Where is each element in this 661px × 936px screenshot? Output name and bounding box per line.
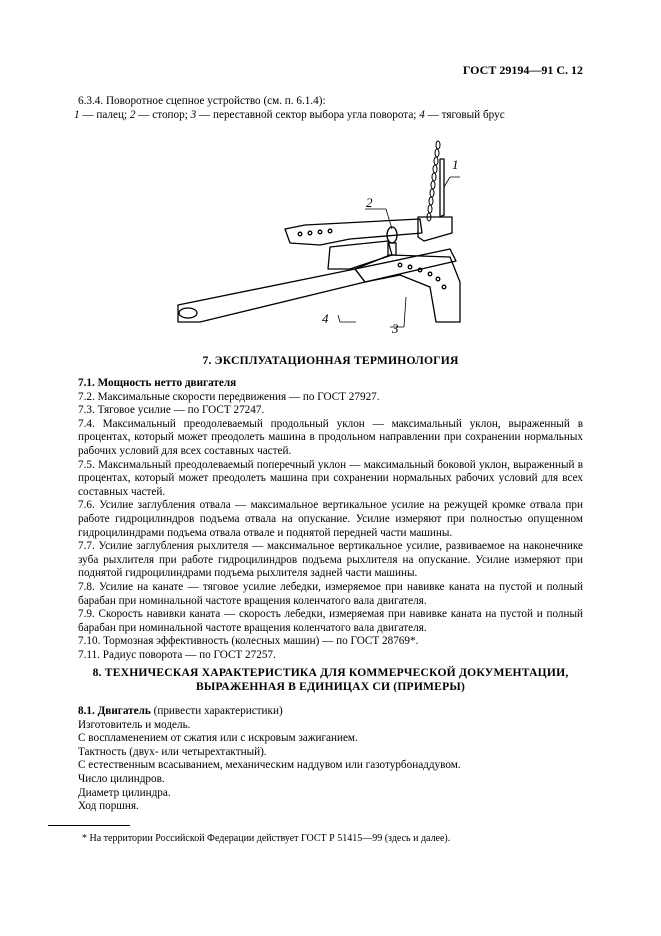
- label-2: 2: [366, 195, 373, 210]
- label-3: 3: [392, 321, 399, 336]
- p76: 7.6. Усилие заглубления отвала — максимальное вертикальное усилие на режущей кромке отвала при работе гидроцилиндров подъема отвала на опускание. Усилие измеряют при полностью опущенном гидроцилиндрами подъема отвала отвале и поднятой передней части машины.: [78, 499, 583, 539]
- list-item: С естественным всасыванием, механическим наддувом или газотурбонаддувом.: [78, 759, 461, 772]
- p77: 7.7. Усилие заглубления рыхлителя — максимальное вертикальное усилие, развиваемое на наконечнике зуба рыхлителя при работе гидроцилиндров подъема рыхлителя на опускание. Усилие измеряют при поднятой гидроцилиндрами подъема рыхлителя задней части машины.: [78, 540, 583, 580]
- p74: 7.4. Максимальный преодолеваемый продольный уклон — максимальный уклон, выраженный в процентах, который может преодолеть машина в продольном направлении при сохранении нормальных рабочих условий для всех составных частей.: [78, 417, 583, 457]
- list-item: Ход поршня.: [78, 800, 139, 813]
- section8-title-line2: ВЫРАЖЕННАЯ В ЕДИНИЦАХ СИ (ПРИМЕРЫ): [195, 679, 466, 693]
- p72: 7.2. Максимальные скорости передвижения — по ГОСТ 27927.: [78, 390, 380, 403]
- page-header: ГОСТ 29194—91 С. 12: [462, 63, 583, 77]
- list-item: Изготовитель и модель.: [78, 718, 191, 731]
- footnote-rule: [48, 825, 130, 826]
- list-item: Число цилиндров.: [78, 772, 165, 785]
- p73: 7.3. Тяговое усилие — по ГОСТ 27247.: [78, 404, 265, 417]
- section8-title-line1: 8. ТЕХНИЧЕСКАЯ ХАРАКТЕРИСТИКА ДЛЯ КОММЕРЧЕСКОЙ ДОКУМЕНТАЦИИ,: [92, 666, 569, 679]
- label-1: 1: [452, 157, 459, 172]
- list-item: Тактность (двух- или четырехтактный).: [78, 745, 267, 758]
- section8-body: [78, 705, 583, 814]
- draw-bar: [178, 269, 365, 322]
- label-4: 4: [322, 311, 329, 326]
- p78: 7.8. Усилие на канате — тяговое усилие лебедки, измеряемое при навивке каната на пустой и полный барабан при номинальной частоте вращения коленчатого вала двигателя.: [78, 580, 583, 607]
- p81: 8.1. Двигатель (привести характеристики): [78, 705, 283, 717]
- figure-caption: [74, 95, 588, 122]
- p71: 7.1. Мощность нетто двигателя: [78, 377, 237, 389]
- list-item: С воспламенением от сжатия или с искровым зажиганием.: [78, 732, 358, 745]
- coupling-device-drawing: [160, 137, 480, 337]
- section7-body: [78, 377, 583, 662]
- caption-legend: 1 — палец; 2 — стопор; 3 — переставной сектор выбора угла поворота; 4 — тяговый брус: [74, 108, 505, 121]
- section8-title: [78, 666, 583, 693]
- chain: [427, 141, 440, 221]
- p79: 7.9. Скорость навивки каната — скорость лебедки, измеряемая при навивке каната на пустой и полный барабан при номинальной частоте вращения коленчатого вала двигателя.: [78, 608, 583, 634]
- pin: [440, 159, 444, 217]
- section7-title: 7. ЭКСПЛУАТАЦИОННАЯ ТЕРМИНОЛОГИЯ: [202, 354, 459, 367]
- p711: 7.11. Радиус поворота — по ГОСТ 27257.: [78, 648, 276, 661]
- caption-title: 6.3.4. Поворотное сцепное устройство (см. п. 6.1.4):: [78, 95, 326, 107]
- footnote: * На территории Российской Федерации действует ГОСТ Р 51415—99 (здесь и далее).: [82, 833, 451, 844]
- p75: 7.5. Максимальный преодолеваемый поперечный уклон — максимальный боковой уклон, выраженный в процентах, который может преодолеть машина при сохранении нормальных рабочих условий для всех составных частей.: [78, 458, 583, 498]
- p710: 7.10. Тормозная эффективность (колесных машин) — по ГОСТ 28769*.: [78, 635, 419, 648]
- list-item: Диаметр цилиндра.: [78, 786, 171, 799]
